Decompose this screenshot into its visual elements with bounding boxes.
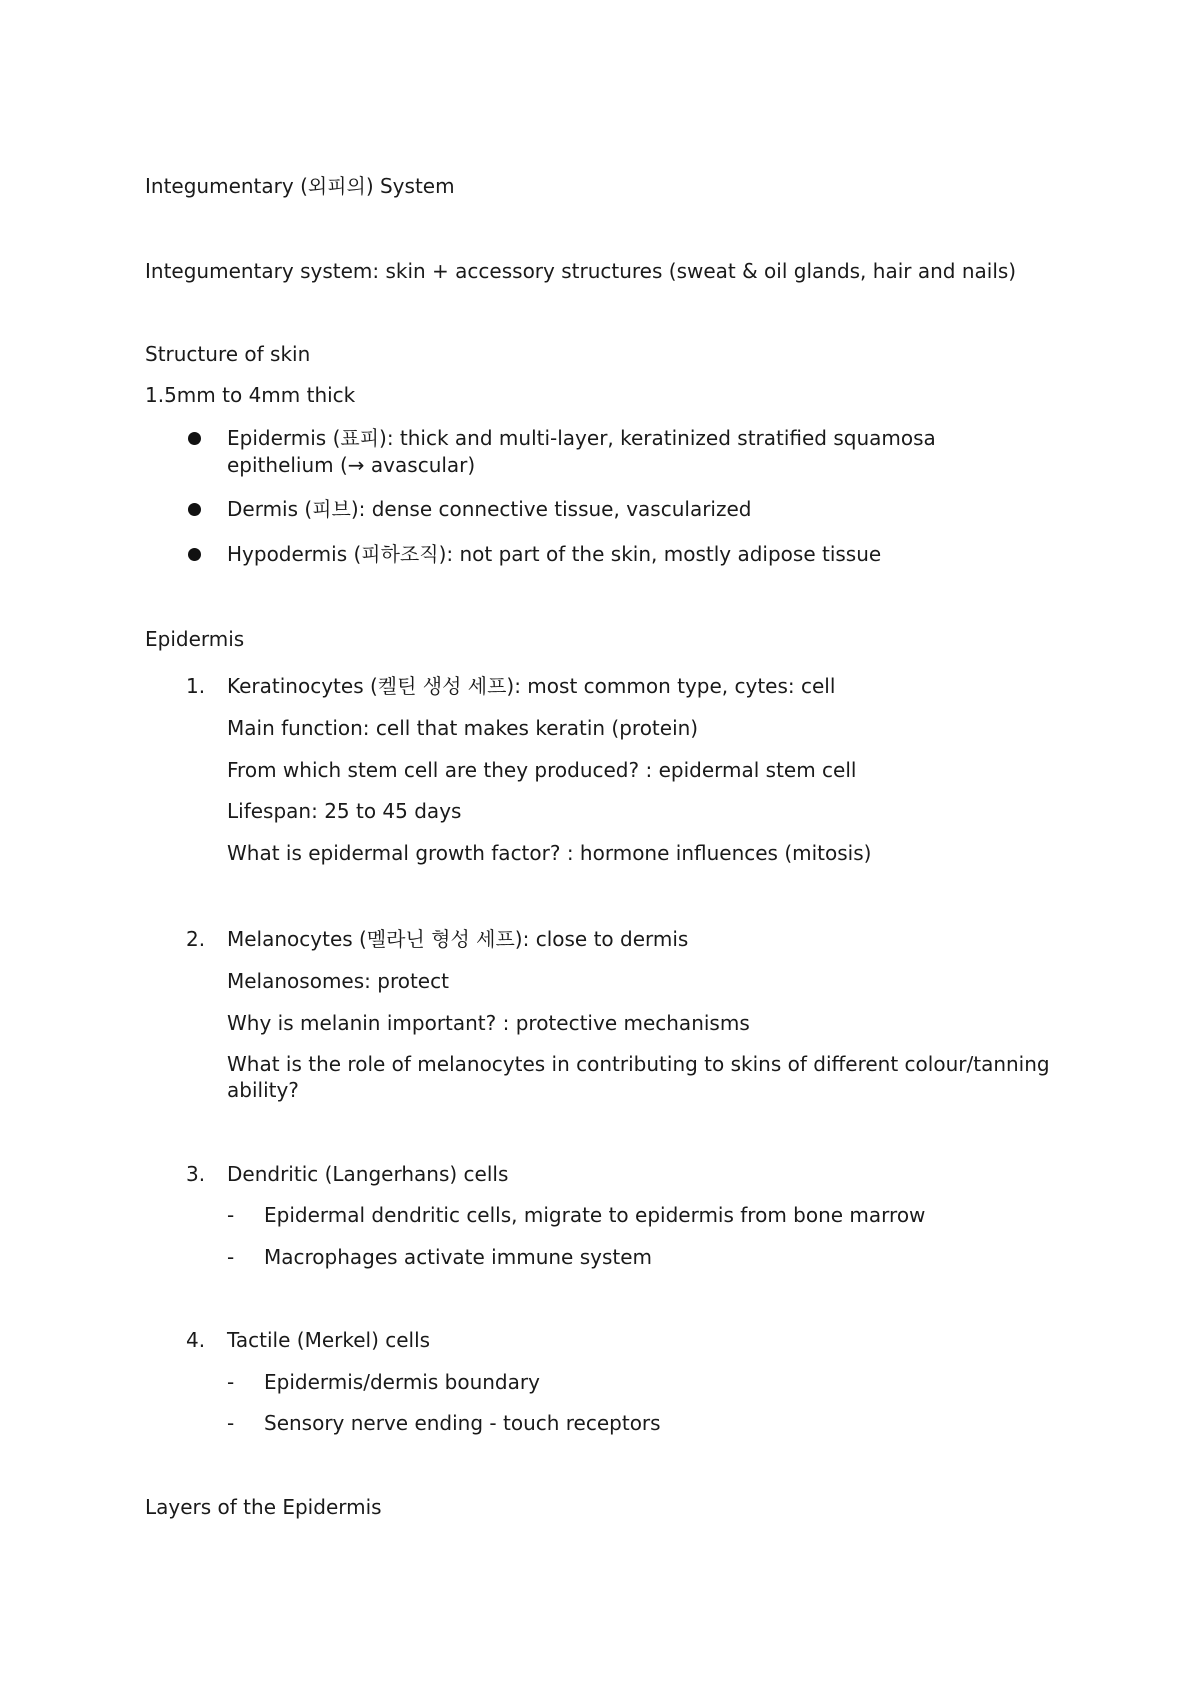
list-number: 4.: [186, 1328, 206, 1352]
dash-marker: -: [227, 1411, 235, 1435]
melanocytes-line: Why is melanin important? : protective mechanisms: [227, 1011, 750, 1035]
bullet-hypodermis: Hypodermis (피하조직): not part of the skin, mostly adipose tissue: [227, 542, 882, 566]
bullet-icon: [188, 548, 201, 561]
dash-marker: -: [227, 1370, 235, 1394]
structure-heading: Structure of skin: [145, 342, 311, 366]
keratinocytes-line: From which stem cell are they produced? : epidermal stem cell: [227, 758, 857, 782]
epidermis-heading: Epidermis: [145, 627, 245, 651]
list-number: 3.: [186, 1162, 206, 1186]
tactile-subitem: Epidermis/dermis boundary: [264, 1370, 540, 1394]
keratinocytes-line: Main function: cell that makes keratin (protein): [227, 716, 699, 740]
keratinocytes-line: Lifespan: 25 to 45 days: [227, 799, 462, 823]
melanocytes-line: What is the role of melanocytes in contributing to skins of different colour/tanning: [227, 1052, 1050, 1076]
melanocytes-title: Melanocytes (멜라닌 형성 세프): close to dermis: [227, 927, 689, 951]
bullet-epidermis-line1: Epidermis (표피): thick and multi-layer, keratinized stratified squamosa: [227, 426, 936, 450]
thickness-text: 1.5mm to 4mm thick: [145, 383, 356, 407]
document-title: Integumentary (외피의) System: [145, 174, 455, 198]
dendritic-title: Dendritic (Langerhans) cells: [227, 1162, 509, 1186]
list-number: 2.: [186, 927, 206, 951]
dash-marker: -: [227, 1203, 235, 1227]
bullet-epidermis-line2: epithelium (→ avascular): [227, 453, 476, 477]
bullet-dermis: Dermis (피브): dense connective tissue, vascularized: [227, 497, 752, 521]
keratinocytes-title: Keratinocytes (켈틴 생성 세프): most common type, cytes: cell: [227, 674, 836, 698]
melanocytes-line: ability?: [227, 1078, 299, 1102]
bullet-icon: [188, 432, 201, 445]
list-number: 1.: [186, 674, 206, 698]
dendritic-subitem: Macrophages activate immune system: [264, 1245, 653, 1269]
tactile-subitem: Sensory nerve ending - touch receptors: [264, 1411, 661, 1435]
definition-text: Integumentary system: skin + accessory structures (sweat & oil glands, hair and nails): [145, 259, 1017, 283]
dash-marker: -: [227, 1245, 235, 1269]
melanocytes-line: Melanosomes: protect: [227, 969, 449, 993]
layers-heading: Layers of the Epidermis: [145, 1495, 382, 1519]
tactile-title: Tactile (Merkel) cells: [227, 1328, 431, 1352]
bullet-icon: [188, 503, 201, 516]
dendritic-subitem: Epidermal dendritic cells, migrate to epidermis from bone marrow: [264, 1203, 926, 1227]
keratinocytes-line: What is epidermal growth factor? : hormone influences (mitosis): [227, 841, 872, 865]
